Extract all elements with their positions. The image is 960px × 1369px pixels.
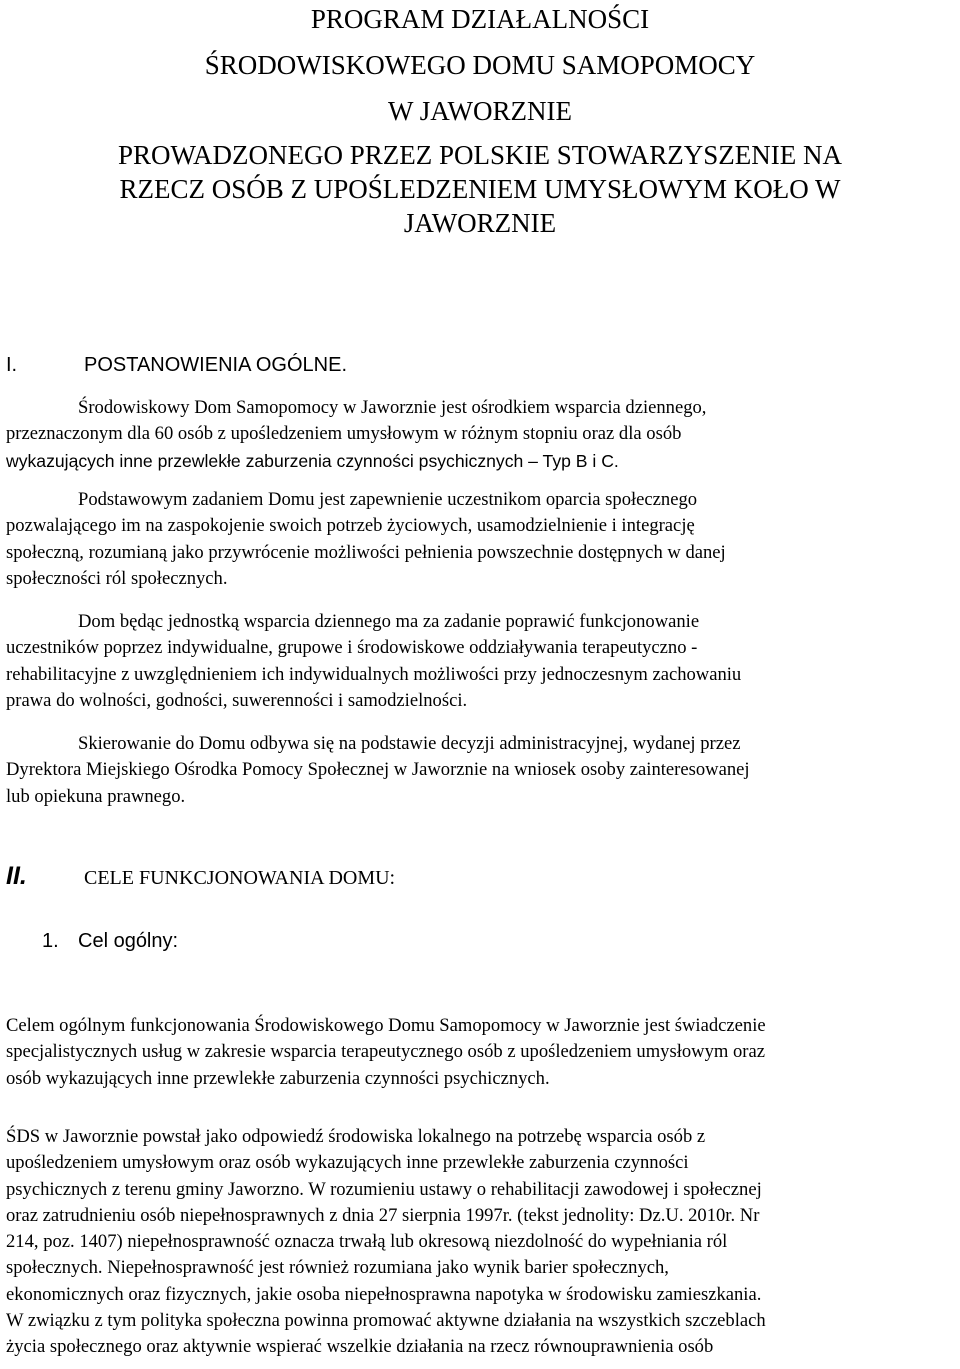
paragraph [6, 1013, 956, 1092]
text-line: Celem ogólnym funkcjonowania Środowiskowego Domu Samopomocy w Jaworznie jest świadczenie [6, 1015, 766, 1036]
text-line: prawa do wolności, godności, suwerenności i samodzielności. [6, 689, 468, 711]
text-line: W związku z tym polityka społeczna powinna promować aktywne działania na wszystkich szczeblach [6, 1310, 766, 1332]
text-line: Środowiskowy Dom Samopomocy w Jaworznie jest ośrodkiem wsparcia dziennego, [78, 397, 707, 418]
paragraph [6, 395, 956, 474]
text-line: uczestników poprzez indywidualne, grupowe i środowiskowe oddziaływania terapeutyczno - [6, 637, 698, 659]
text-line: pozwalającego im na zaspokojenie swoich potrzeb życiowych, usamodzielnienie i integrację [6, 515, 695, 537]
text-line: przeznaczonym dla 60 osób z upośledzeniem umysłowym w różnym stopniu oraz dla osób [6, 423, 682, 445]
text-line: społeczną, rozumianą jako przywrócenie możliwości pełnienia powszechnie dostępnych w danej [6, 541, 726, 563]
text-line: Dyrektora Miejskiego Ośrodka Pomocy Społecznej w Jaworznie na wniosek osoby zainteresowanej [6, 759, 750, 781]
paragraph [6, 487, 956, 592]
section-title: CELE FUNKCJONOWANIA DOMU: [84, 867, 396, 889]
section-1-heading [6, 352, 347, 378]
text-line: Dom będąc jednostką wsparcia dziennego ma za zadanie poprawić funkcjonowanie [78, 611, 700, 632]
paragraph [6, 609, 956, 714]
paragraph [6, 731, 956, 810]
text-line: ŚDS w Jaworznie powstał jako odpowiedź środowiska lokalnego na potrzebę wsparcia osób z [6, 1126, 706, 1147]
title-line: RZECZ OSÓB Z UPOŚLEDZENIEM UMYSŁOWYM KOŁO W [119, 174, 841, 204]
paragraph [6, 1124, 956, 1361]
text-line: specjalistycznych usług w zakresie wsparcia terapeutycznego osób z upośledzeniem umysłowym oraz [6, 1041, 765, 1063]
text-line: społecznych. Niepełnosprawność jest również rozumiana jako wynik barier społecznych, [6, 1257, 669, 1279]
section-number: I. [6, 354, 18, 376]
text-line: Skierowanie do Domu odbywa się na podstawie decyzji administracyjnej, wydanej przez [78, 733, 741, 754]
subsection-number: 1. [42, 930, 59, 952]
title-line: ŚRODOWISKOWEGO DOMU SAMOPOMOCY [204, 50, 756, 80]
title-line: PROWADZONEGO PRZEZ POLSKIE STOWARZYSZENIE NA [118, 140, 842, 170]
subsection-title: Cel ogólny: [78, 930, 179, 952]
title-line: PROGRAM DZIAŁALNOŚCI [310, 4, 650, 34]
section-title: POSTANOWIENIA OGÓLNE. [84, 354, 348, 376]
text-line: 214, poz. 1407) niepełnosprawność oznacza trwałą lub okresową niezdolność do wypełniania ról [6, 1231, 728, 1253]
text-line: lub opiekuna prawnego. [6, 785, 186, 807]
text-line: społeczności ról społecznych. [6, 567, 228, 589]
text-line: wykazujących inne przewlekłe zaburzenia czynności psychicznych – Typ B i C. [6, 450, 619, 471]
section-2-heading [6, 862, 395, 892]
section-number: II. [6, 862, 27, 890]
title-line: W JAWORZNIE [387, 96, 573, 126]
document-title [0, 2, 960, 240]
text-line: upośledzeniem umysłowym oraz osób wykazujących inne przewlekłe zaburzenia czynności [6, 1152, 689, 1174]
text-line: osób wykazujących inne przewlekłe zaburzenia czynności psychicznych. [6, 1067, 550, 1089]
text-line: życia społecznego oraz aktywnie wspierać wszelkie działania na rzecz równouprawnienia osób [6, 1336, 714, 1358]
text-line: Podstawowym zadaniem Domu jest zapewnienie uczestnikom oparcia społecznego [78, 489, 698, 510]
text-line: oraz zatrudnieniu osób niepełnosprawnych z dnia 27 sierpnia 1997r. (tekst jednolity: Dz.U. 2010r. Nr [6, 1204, 760, 1226]
title-line: JAWORZNIE [403, 208, 557, 238]
text-line: rehabilitacyjne z uwzględnieniem ich indywidualnych możliwości przy jednoczesnym zachowaniu [6, 663, 742, 685]
text-line: ekonomicznych oraz fizycznych, jakie osoba niepełnosprawna napotyka w środowisku zamieszkania. [6, 1283, 762, 1305]
text-line: psychicznych z terenu gminy Jaworzno. W rozumieniu ustawy o rehabilitacji zawodowej i społecznej [6, 1178, 762, 1200]
subsection-heading [42, 928, 178, 954]
